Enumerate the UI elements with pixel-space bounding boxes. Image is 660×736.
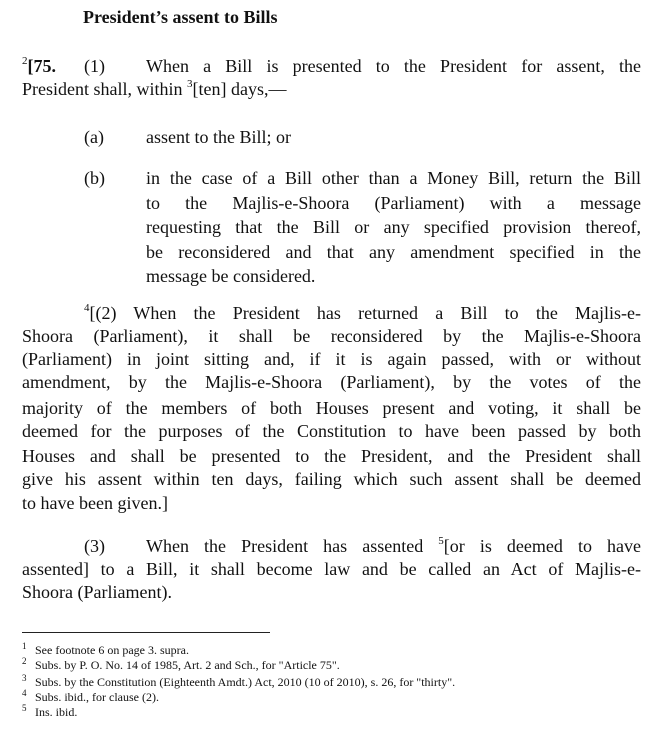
clause-2-line-1: $^4$[(2) When the President has returned a Bill to the Majlis-e-: [84, 302, 641, 323]
article-number: [75.: [27, 56, 56, 76]
section-heading: President’s assent to Bills: [83, 7, 278, 27]
clause-3-line-3: Shoora (Parliament).: [22, 582, 172, 602]
item-b-line: requesting that the Bill or any specified provision thereof,: [146, 217, 641, 237]
item-b-line: message be considered.: [146, 266, 316, 286]
clause-2-line: deemed for the purposes of the Constitution to have been passed by both: [22, 421, 641, 441]
clause-2-line: (Parliament) in joint sitting and, if it is again passed, with or without: [22, 349, 641, 369]
clause-3-line-2: assented] to a Bill, it shall become law and be called an Act of Majlis-e-: [22, 559, 641, 579]
footnote-ref-2: 2: [22, 55, 28, 67]
clause-1-text: When a Bill is presented to the President for assent, the: [146, 56, 641, 76]
item-a-text: assent to the Bill; or: [146, 127, 291, 147]
footnote-divider: [22, 632, 270, 633]
clause-2-line: Shoora (Parliament), it shall be reconsidered by the Majlis-e-Shoora: [22, 326, 641, 346]
footnote-ref-5: 5: [438, 535, 444, 547]
clause-2-line: give his assent within ten days, failing which such assent shall be deemed: [22, 469, 641, 489]
clause-2-line: to have been given.]: [22, 493, 168, 513]
clause-3-label: (3): [84, 536, 105, 556]
footnote-ref-4: 4: [84, 302, 90, 314]
item-b-text: [146, 166, 641, 289]
item-b-line: be reconsidered and that any amendment specified in the: [146, 241, 641, 262]
clause-2-line: amendment, by the Majlis-e-Shoora (Parliament), by the votes of the: [22, 372, 641, 392]
article-75-line-1: [22, 55, 641, 77]
article-75-line-2: President shall, within $^3$[ten] days,—: [22, 78, 287, 99]
clause-1-label: (1): [84, 56, 105, 76]
item-b-line: to the Majlis-e-Shoora (Parliament) with a message: [146, 192, 641, 213]
footnote-ref-3: 3: [187, 78, 193, 90]
item-b-line: in the case of a Bill other than a Money Bill, return the Bill: [146, 168, 641, 188]
item-a-label: (a): [84, 127, 104, 147]
document-page: President’s assent to Bills $^2$[75. (1) When a Bill is presented to the President for assent, the President shall, within $^3$[ten] days,— (a) assent to the Bill; or (b) in the case of a Bill other than a Money Bill, return the Bill to the Majlis-e-Shoora (Parliament) with a message requesting that the Bill or any specified provision thereof, be reconsidered and that any amendment specified in the message be considered. $^4$[(2) When the President has returned a Bill to the Majlis-e- Shoora (Parliament), it shall be reconsidered by the Majlis-e-Shoora (Parliament) in joint sitting and, if it is again passed, with or without amendment, by the Majlis-e-Shoora (Parliament), by the votes of the majority of the members of both Houses present and voting, it shall be deemed for the purposes of the Constitution to have been passed by both Houses and shall be presented to the President, and the President shall give his assent within ten days, failing which such assent shall be deemed to have been given.] (3) When the President has assented $^5$[or is deemed to have assented] to a Bill, it shall become law and be called an Act of Majlis-e- Shoora (Parliament). 1 See footnote 6 on page 3. supra. 2 Subs. by P. O. No. 14 of 1985, Art. 2 and Sch., for "Article 75". 3 Subs. by the Constitution (Eighteenth Amdt.) Act, 2010 (10 of 2010), s. 26, for "thirty". 4 Subs. ibid., for clause (2). 5 Ins. ibid.: [22, 7, 641, 719]
item-b-label: (b): [84, 168, 105, 188]
clause-2-line: majority of the members of both Houses present and voting, it shall be: [22, 398, 641, 418]
clause-2-line: Houses and shall be presented to the President, and the President shall: [22, 446, 641, 466]
